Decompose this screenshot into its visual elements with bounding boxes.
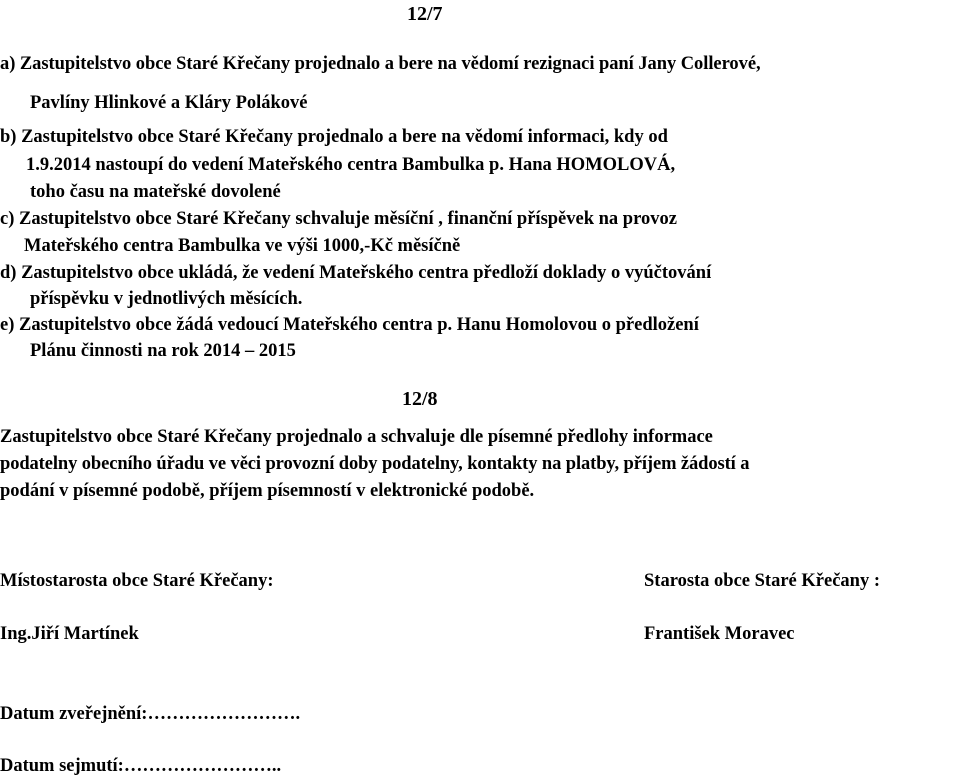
item-b-line-3: toho času na mateřské dovolené <box>30 182 281 202</box>
item-a-line-1: a) Zastupitelstvo obce Staré Křečany projednalo a bere na vědomí rezignaci paní Jany Collerové, <box>0 54 761 74</box>
resolution-12-8-line-1: Zastupitelstvo obce Staré Křečany projednalo a schvaluje dle písemné předlohy informace <box>0 427 713 447</box>
deputy-mayor-name: Ing.Jiří Martínek <box>0 624 139 644</box>
item-e-line-1: e) Zastupitelstvo obce žádá vedoucí Mateřského centra p. Hanu Homolovou o předložení <box>0 315 699 335</box>
item-b-line-2: 1.9.2014 nastoupí do vedení Mateřského centra Bambulka p. Hana HOMOLOVÁ, <box>26 155 676 175</box>
section-number-12-7: 12/7 <box>407 3 443 25</box>
item-a-line-2: Pavlíny Hlinkové a Kláry Polákové <box>30 93 308 113</box>
resolution-12-8-line-2: podatelny obecního úřadu ve věci provozní doby podatelny, kontakty na platby, příjem žádostí a <box>0 454 750 474</box>
resolution-12-8-line-3: podání v písemné podobě, příjem písemností v elektronické podobě. <box>0 481 535 501</box>
item-d-line-1: d) Zastupitelstvo obce ukládá, že vedení Mateřského centra předloží doklady o vyúčtování <box>0 263 712 283</box>
mayor-name: František Moravec <box>644 624 795 644</box>
item-b-line-1: b) Zastupitelstvo obce Staré Křečany projednalo a bere na vědomí informaci, kdy od <box>0 127 668 147</box>
item-c-line-2: Mateřského centra Bambulka ve výši 1000,-Kč měsíčně <box>24 236 461 256</box>
deputy-mayor-title: Místostarosta obce Staré Křečany: <box>0 571 274 591</box>
section-number-12-8: 12/8 <box>402 388 438 410</box>
item-e-line-2: Plánu činnosti na rok 2014 – 2015 <box>30 341 296 361</box>
item-d-line-2: příspěvku v jednotlivých měsících. <box>30 289 303 309</box>
date-published: Datum zveřejnění:……………………. <box>0 704 301 724</box>
item-c-line-1: c) Zastupitelstvo obce Staré Křečany schvaluje měsíční , finanční příspěvek na provoz <box>0 209 677 229</box>
mayor-title: Starosta obce Staré Křečany : <box>644 571 880 591</box>
date-removed: Datum sejmutí:…………………….. <box>0 756 282 776</box>
